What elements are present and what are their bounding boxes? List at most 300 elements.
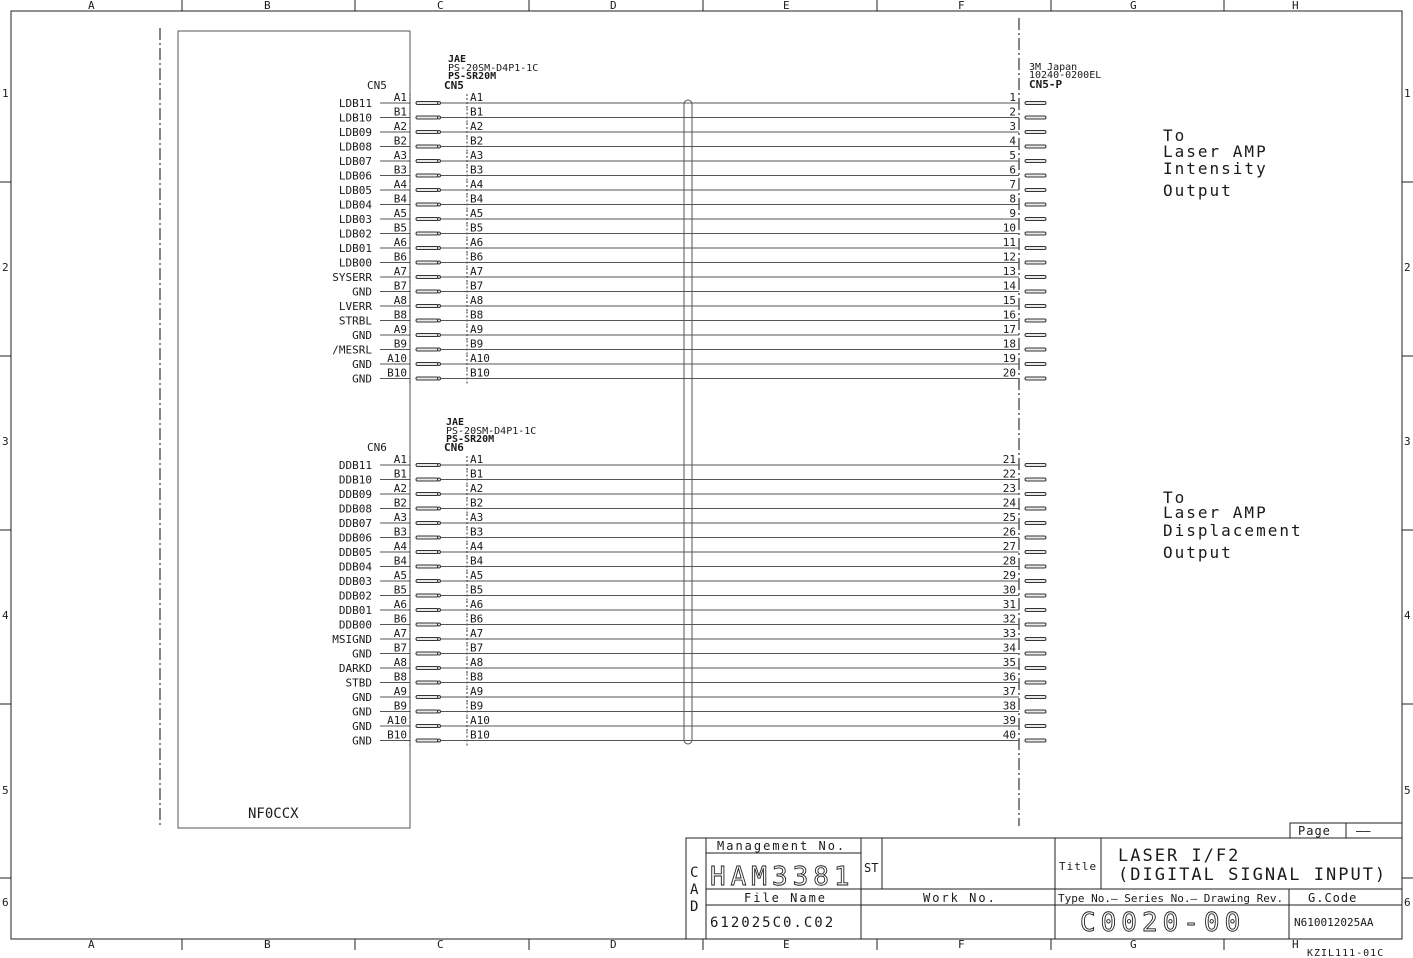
cn6-destination-note: [1163, 488, 1303, 562]
zone-row-label: 1: [1404, 87, 1411, 100]
zone-col-label: A: [88, 0, 95, 12]
connector-pin: [1025, 247, 1046, 250]
connector-pin: [1025, 667, 1046, 670]
connector-pin: [416, 102, 438, 105]
type-no-label: Type No.— Series No.— Drawing Rev.: [1058, 892, 1284, 905]
signal-label: LDB06: [338, 169, 372, 183]
cn5-part-no: PS-20SM-D4P1-1C: [448, 63, 539, 74]
pin-label: B9: [470, 699, 484, 713]
zone-col-label: H: [1292, 0, 1299, 12]
signal-label: GND: [352, 647, 372, 661]
pin-label: B10: [387, 728, 407, 742]
right-pin-label: 35: [1002, 656, 1016, 669]
signal-label: DARKD: [338, 662, 372, 675]
pin-label: B9: [393, 699, 407, 713]
cn5-part-no-2: PS-SR20M: [448, 71, 497, 82]
pin-label: B6: [393, 612, 407, 626]
right-pin-label: 25: [1002, 511, 1016, 524]
connector-pin: [416, 623, 438, 626]
pin-label: B7: [470, 279, 484, 293]
zone-row-label: 3: [1404, 435, 1411, 448]
pin-label: B8: [470, 308, 484, 322]
signal-label: LDB04: [338, 198, 372, 212]
pin-label: A2: [393, 482, 407, 495]
right-pin-label: 26: [1002, 525, 1016, 539]
connector-pin: [416, 131, 438, 134]
signal-label: GND: [352, 329, 372, 342]
connector-pin: [1025, 493, 1046, 496]
signal-label: STRBL: [338, 314, 372, 328]
connector-pin: [1025, 652, 1046, 655]
right-pin-label: 31: [1002, 598, 1016, 611]
connector-pin: [416, 478, 438, 481]
pin-label: A9: [470, 685, 484, 698]
right-pin-label: 13: [1002, 265, 1016, 278]
signal-label: DDB01: [338, 604, 372, 617]
zone-col-label: B: [264, 938, 271, 951]
right-pin-label: 23: [1002, 482, 1016, 495]
connector-pin: [416, 363, 438, 366]
connector-pin: [416, 377, 438, 380]
connector-pin: [416, 652, 438, 655]
zone-col-label: E: [783, 938, 790, 951]
pin-label: A2: [393, 120, 407, 133]
note-line: Displacement: [1163, 521, 1303, 540]
signal-label: LDB05: [338, 184, 372, 197]
right-pin-label: 18: [1002, 337, 1016, 351]
pin-label: B2: [470, 134, 484, 148]
signal-label: DDB08: [338, 502, 372, 516]
right-pin-label: 40: [1002, 728, 1016, 742]
signal-label: LDB01: [338, 242, 372, 255]
pin-label: A7: [470, 627, 484, 640]
file-name: 612025C0.C02: [710, 915, 836, 931]
page-value: ——: [1356, 824, 1371, 838]
connector-pin: [1025, 377, 1046, 380]
signal-label: LDB00: [338, 256, 372, 270]
pin-label: A5: [470, 569, 484, 582]
cn5-wires: [332, 91, 1046, 386]
right-pin-label: 14: [1002, 279, 1016, 293]
right-pin-label: 28: [1002, 554, 1016, 568]
pin-label: B7: [393, 641, 407, 655]
signal-label: DDB05: [338, 546, 372, 559]
zone-row-label: 2: [2, 261, 9, 274]
connector-pin: [416, 725, 438, 728]
connector-pin: [1025, 710, 1046, 713]
signal-label: GND: [352, 734, 372, 748]
wire-row: [352, 685, 1046, 704]
right-pin-label: 17: [1002, 323, 1016, 336]
connector-pin: [416, 580, 438, 583]
cn5-part-maker: JAE: [448, 54, 467, 65]
right-pin-label: 8: [1009, 192, 1016, 206]
connector-pin: [416, 203, 438, 206]
right-pin-label: 4: [1009, 134, 1016, 148]
zone-row-label: 5: [2, 784, 9, 797]
zone-row-label: 1: [2, 87, 9, 100]
pin-label: A10: [387, 352, 407, 365]
zone-col-label: G: [1130, 0, 1137, 12]
pin-label: B7: [393, 279, 407, 293]
connector-pin: [416, 218, 438, 221]
right-pin-label: 16: [1002, 308, 1016, 322]
signal-label: LDB08: [338, 140, 372, 154]
connector-pin: [1025, 739, 1046, 742]
right-pin-label: 19: [1002, 352, 1016, 365]
pin-label: B6: [470, 250, 484, 264]
connector-pin: [416, 348, 438, 351]
connector-pin: [416, 145, 438, 148]
right-pin-label: 20: [1002, 366, 1016, 380]
connector-pin: [1025, 232, 1046, 235]
wire-row: [332, 338, 1046, 357]
pin-label: B3: [470, 525, 484, 539]
connector-pin: [416, 667, 438, 670]
connector-pin: [416, 710, 438, 713]
right-pin-label: 7: [1009, 178, 1016, 191]
connector-pin: [416, 247, 438, 250]
pin-label: B3: [470, 163, 484, 177]
pin-label: A6: [393, 598, 407, 611]
pin-label: A1: [393, 453, 407, 466]
signal-label: /MESRL: [332, 343, 372, 357]
pin-label: A3: [470, 511, 484, 524]
cn6-part-maker: JAE: [446, 417, 465, 428]
pin-label: A4: [470, 178, 484, 191]
connector-pin: [416, 319, 438, 322]
wire-row: [352, 642, 1046, 661]
cn6-wires: [332, 453, 1046, 748]
right-pin-label: 10: [1002, 221, 1016, 235]
zone-row-label: 2: [1404, 261, 1411, 274]
connector-pin: [416, 174, 438, 177]
right-pin-label: 11: [1002, 236, 1016, 249]
zone-col-label: C: [437, 938, 444, 951]
pin-label: A1: [470, 453, 484, 466]
zone-col-label: B: [264, 0, 271, 12]
connector-pin: [416, 116, 438, 119]
zone-col-label: F: [958, 0, 965, 12]
pin-label: A8: [393, 656, 407, 669]
signal-label: LDB10: [338, 111, 372, 125]
connector-pin: [416, 594, 438, 597]
pin-label: B2: [470, 496, 484, 510]
title-line-2: (DIGITAL SIGNAL INPUT): [1118, 865, 1388, 885]
zone-row-label: 4: [1404, 609, 1411, 622]
pin-label: B4: [470, 554, 484, 568]
cable-bundle: [684, 100, 692, 744]
right-pin-label: 22: [1002, 467, 1016, 481]
connector-pin: [1025, 725, 1046, 728]
note-line: Laser AMP: [1163, 142, 1268, 161]
right-pin-label: 34: [1002, 641, 1016, 655]
connector-pin: [1025, 160, 1046, 163]
signal-label: DDB02: [338, 589, 372, 603]
connector-pin: [1025, 290, 1046, 293]
right-connector-maker: 3M Japan: [1029, 62, 1078, 73]
zone-col-label: C: [437, 0, 444, 12]
right-pin-label: 37: [1002, 685, 1016, 698]
pin-label: A7: [470, 265, 484, 278]
cn6-connector-label: CN6: [367, 441, 387, 454]
pin-label: A8: [470, 656, 484, 669]
note-line: Intensity: [1163, 159, 1268, 178]
pin-label: A6: [393, 236, 407, 249]
connector-pin: [416, 696, 438, 699]
pin-label: A5: [470, 207, 484, 220]
connector-pin: [416, 290, 438, 293]
signal-label: LVERR: [338, 300, 372, 313]
connector-pin: [1025, 623, 1046, 626]
connector-pin: [1025, 536, 1046, 539]
right-pin-label: 33: [1002, 627, 1016, 640]
cad-letter: D: [690, 899, 699, 915]
right-pin-label: 36: [1002, 670, 1016, 684]
zone-col-label: A: [88, 938, 95, 951]
connector-pin: [1025, 580, 1046, 583]
right-pin-label: 32: [1002, 612, 1016, 626]
connector-pin: [1025, 638, 1046, 641]
connector-pin: [1025, 319, 1046, 322]
signal-label: STBD: [345, 676, 372, 690]
title-label: Title: [1059, 860, 1098, 873]
connector-pin: [416, 464, 438, 467]
pin-label: B7: [470, 641, 484, 655]
pin-label: B6: [393, 250, 407, 264]
zone-col-label: F: [958, 938, 965, 951]
right-pin-label: 9: [1009, 207, 1016, 220]
pin-label: A9: [393, 685, 407, 698]
cn6-part-no: PS-20SM-D4P1-1C: [446, 426, 537, 437]
pin-label: B5: [470, 221, 484, 235]
connector-pin: [1025, 189, 1046, 192]
signal-label: GND: [352, 720, 372, 733]
pin-label: B9: [470, 337, 484, 351]
connector-pin: [1025, 203, 1046, 206]
wire-row: [352, 280, 1046, 299]
right-pin-label: 21: [1002, 453, 1016, 466]
pin-label: A3: [393, 511, 407, 524]
module-box: [178, 31, 410, 828]
signal-label: DDB04: [338, 560, 372, 574]
right-pin-label: 1: [1009, 91, 1016, 104]
title-line-1: LASER I/F2: [1118, 846, 1241, 866]
pin-label: B6: [470, 612, 484, 626]
wire-row: [352, 714, 1046, 733]
connector-pin: [416, 261, 438, 264]
pin-label: B3: [393, 525, 407, 539]
pin-label: B4: [393, 554, 407, 568]
note-line: Laser AMP: [1163, 503, 1268, 522]
module-name: NF0CCX: [248, 806, 299, 822]
connector-pin: [1025, 276, 1046, 279]
note-line: To: [1163, 488, 1187, 507]
cad-letter: A: [690, 882, 699, 898]
pin-label: B3: [393, 163, 407, 177]
note-line: To: [1163, 126, 1187, 145]
right-pin-label: 5: [1009, 149, 1016, 162]
wire-harness: [332, 91, 1046, 748]
signal-label: DDB09: [338, 488, 372, 501]
signal-label: DDB10: [338, 473, 372, 487]
pin-label: A7: [393, 627, 407, 640]
connector-pin: [416, 305, 438, 308]
pin-label: B5: [470, 583, 484, 597]
right-pin-label: 2: [1009, 105, 1016, 119]
zone-col-label: E: [783, 0, 790, 12]
note-line: Output: [1163, 543, 1233, 562]
pin-label: B8: [470, 670, 484, 684]
zone-row-label: 6: [2, 896, 9, 909]
connector-pin: [1025, 261, 1046, 264]
connector-pin: [1025, 565, 1046, 568]
signal-label: MSIGND: [332, 633, 372, 646]
right-pin-label: 39: [1002, 714, 1016, 727]
pin-label: B10: [387, 366, 407, 380]
connector-pin: [1025, 551, 1046, 554]
right-pin-label: 29: [1002, 569, 1016, 582]
cad-letter: C: [690, 865, 699, 881]
pin-label: B5: [393, 221, 407, 235]
signal-label: LDB07: [338, 155, 372, 168]
management-label: Management No.: [717, 839, 847, 853]
signal-label: DDB11: [338, 459, 372, 472]
connector-pin: [416, 507, 438, 510]
pin-label: B1: [470, 467, 484, 481]
cn5-destination-note: [1163, 126, 1268, 200]
connector-pin: [1025, 478, 1046, 481]
signal-label: GND: [352, 705, 372, 719]
pin-label: B1: [393, 467, 407, 481]
cn5-connector-label: CN5: [367, 79, 387, 92]
cn6-part-no-2: PS-SR20M: [446, 434, 495, 445]
connector-pin: [1025, 507, 1046, 510]
pin-label: A8: [470, 294, 484, 307]
sheet-code: KZIL111-01C: [1307, 948, 1385, 958]
right-connector-part-no: 10240-0200EL: [1029, 70, 1102, 81]
connector-pin: [1025, 174, 1046, 177]
wire-row: [352, 323, 1046, 342]
connector-pin: [416, 681, 438, 684]
pin-label: B10: [470, 366, 490, 380]
connector-pin: [1025, 363, 1046, 366]
pin-label: A4: [393, 540, 407, 553]
right-pin-label: 27: [1002, 540, 1016, 553]
signal-label: GND: [352, 285, 372, 299]
signal-label: LDB03: [338, 213, 372, 226]
signal-label: LDB11: [338, 97, 372, 110]
pin-label: B2: [393, 496, 407, 510]
signal-label: LDB09: [338, 126, 372, 139]
pin-label: A10: [470, 352, 490, 365]
signal-label: SYSERR: [332, 271, 372, 284]
pin-label: A1: [393, 91, 407, 104]
connector-pin: [1025, 464, 1046, 467]
pin-label: A10: [470, 714, 490, 727]
page-label: Page: [1298, 824, 1331, 838]
connector-pin: [1025, 609, 1046, 612]
connector-pin: [1025, 145, 1046, 148]
wire-row: [352, 352, 1046, 371]
pin-label: A5: [393, 569, 407, 582]
zone-col-label: D: [610, 0, 617, 12]
pin-label: A10: [387, 714, 407, 727]
pin-label: B1: [393, 105, 407, 119]
zone-row-label: 6: [1404, 896, 1411, 909]
connector-pin: [416, 551, 438, 554]
connector-pin: [416, 536, 438, 539]
right-pin-label: 30: [1002, 583, 1016, 597]
connector-pin: [416, 334, 438, 337]
zone-row-label: 4: [2, 609, 9, 622]
wire-row: [346, 671, 1047, 690]
signal-label: GND: [352, 358, 372, 371]
g-code: N610012025AA: [1294, 916, 1374, 929]
pin-label: A6: [470, 236, 484, 249]
pin-label: A7: [393, 265, 407, 278]
connector-pin: [1025, 522, 1046, 525]
right-pin-label: 12: [1002, 250, 1016, 264]
connector-pin: [1025, 594, 1046, 597]
file-name-label: File Name: [744, 891, 828, 905]
signal-label: GND: [352, 691, 372, 704]
g-code-label: G.Code: [1308, 891, 1358, 905]
right-connector-name: CN5-P: [1029, 78, 1063, 91]
connector-pin: [1025, 348, 1046, 351]
zone-col-label: G: [1130, 938, 1137, 951]
connector-pin: [416, 739, 438, 742]
pin-label: A4: [393, 178, 407, 191]
connector-pin: [416, 276, 438, 279]
right-pin-label: 24: [1002, 496, 1016, 510]
connector-pin: [1025, 681, 1046, 684]
pin-label: A6: [470, 598, 484, 611]
pin-label: B8: [393, 670, 407, 684]
management-no: HAM3381: [710, 862, 855, 892]
connector-pin: [1025, 218, 1046, 221]
zone-col-label: D: [610, 938, 617, 951]
wire-row: [332, 627, 1046, 646]
pin-label: A3: [470, 149, 484, 162]
connector-pin: [1025, 696, 1046, 699]
pin-label: A9: [393, 323, 407, 336]
work-no-label: Work No.: [923, 891, 997, 905]
pin-label: B10: [470, 728, 490, 742]
wire-row: [352, 700, 1046, 719]
pin-label: B8: [393, 308, 407, 322]
right-pin-label: 38: [1002, 699, 1016, 713]
connector-pin: [416, 638, 438, 641]
pin-label: B4: [393, 192, 407, 206]
connector-pin: [416, 493, 438, 496]
signal-label: DDB03: [338, 575, 372, 588]
signal-label: DDB06: [338, 531, 372, 545]
wire-row: [332, 265, 1046, 284]
cn5-part-name: CN5: [444, 79, 464, 92]
zone-row-label: 5: [1404, 784, 1411, 797]
st-label: ST: [864, 861, 879, 875]
cn6-part-name: CN6: [444, 441, 464, 454]
connector-pin: [1025, 305, 1046, 308]
connector-pin: [1025, 131, 1046, 134]
pin-label: B2: [393, 134, 407, 148]
right-pin-label: 3: [1009, 120, 1016, 133]
pin-label: A2: [470, 482, 484, 495]
pin-label: A1: [470, 91, 484, 104]
connector-pin: [416, 189, 438, 192]
signal-label: DDB00: [338, 618, 372, 632]
